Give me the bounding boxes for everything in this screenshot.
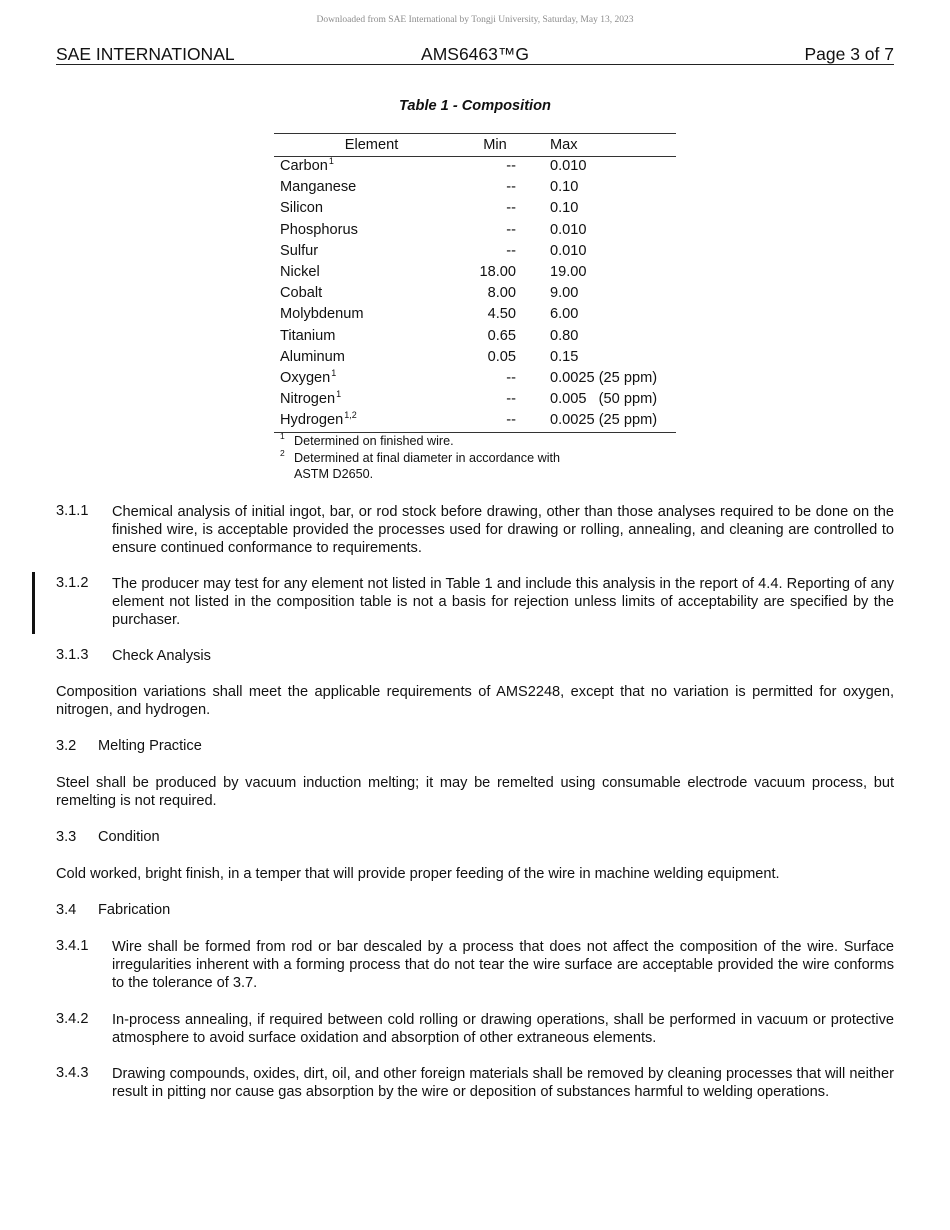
table-row	[274, 284, 676, 305]
footnote-reference: 1,2	[344, 410, 357, 421]
element-name: Sulfur	[280, 242, 319, 259]
max-cell: 0.005 (50 ppm)	[550, 391, 658, 408]
column-header-max: Max	[550, 137, 578, 153]
section-number-3-3: 3.3	[56, 829, 77, 845]
section-number-3-4-1: 3.4.1	[56, 938, 89, 954]
min-cell: --	[506, 158, 516, 174]
max-cell: 9.00	[550, 285, 579, 302]
table-row	[274, 369, 676, 390]
element-name: Oxygen	[280, 369, 331, 386]
section-3-1-3-text: Composition variations shall meet the applicable requirements of AMS2248, except that no variation is permitted for oxygen, nitrogen, and hydrogen.	[56, 684, 894, 718]
footnote-reference: 1	[331, 367, 337, 378]
footnote-reference: 1	[336, 389, 342, 400]
element-name: Carbon	[280, 158, 328, 174]
max-cell: 0.80	[550, 327, 579, 344]
element-name: Cobalt	[280, 285, 323, 302]
element-cell	[280, 179, 356, 195]
section-3-2-text: Steel shall be produced by vacuum induction melting; it may be remelted using consumable electrode vacuum process, but remelting is not required.	[56, 775, 894, 809]
element-name: Manganese	[280, 179, 357, 196]
min-cell: 0.05	[487, 348, 516, 365]
page-number: Page 3 of 7	[804, 44, 894, 64]
max-cell: 0.0025 (25 ppm)	[550, 412, 658, 429]
table-row	[274, 221, 676, 242]
section-number-3-1-1: 3.1.1	[56, 503, 89, 519]
section-number-3-4: 3.4	[56, 902, 77, 918]
min-cell: --	[506, 221, 516, 238]
element-name: Nitrogen	[280, 391, 336, 408]
table-row	[274, 263, 676, 284]
section-3-4-title: Fabrication	[98, 902, 171, 918]
element-name: Silicon	[280, 200, 323, 217]
section-3-1-2-text: The producer may test for any element not listed in Table 1 and include this analysis in the report of 4.4. Reporting of any element not listed in the composition table is not a basis for rejection unless limits of acceptability are specified by the purchaser.	[112, 576, 894, 628]
table-row	[274, 411, 676, 432]
section-3-2-title: Melting Practice	[98, 738, 202, 754]
document-number: AMS6463™G	[421, 44, 529, 64]
page-header	[56, 44, 894, 65]
min-cell: --	[506, 391, 516, 408]
element-cell	[280, 264, 320, 280]
table-header-row	[274, 134, 676, 157]
element-name: Nickel	[280, 263, 320, 280]
table-row	[274, 157, 676, 178]
min-cell: 18.00	[479, 263, 516, 280]
footnote-text: Determined at final diameter in accordance with	[294, 451, 560, 465]
table-row	[274, 348, 676, 369]
section-number-3-1-3: 3.1.3	[56, 647, 89, 663]
element-cell	[280, 412, 357, 428]
section-3-1-3-title: Check Analysis	[112, 648, 211, 664]
element-name: Phosphorus	[280, 221, 358, 238]
section-3-4-2-text: In-process annealing, if required between cold rolling or drawing operations, shall be performed in vacuum or protective atmosphere to avoid surface oxidation and absorption of other extraneous elements.	[112, 1012, 894, 1046]
element-cell	[280, 200, 323, 216]
max-cell: 0.010	[550, 158, 587, 174]
element-name: Titanium	[280, 327, 336, 344]
column-header-element: Element	[344, 137, 399, 153]
max-cell: 6.00	[550, 306, 579, 323]
min-cell: --	[506, 179, 516, 196]
footnote-mark: 2	[280, 448, 285, 458]
element-cell	[280, 158, 334, 174]
section-number-3-4-2: 3.4.2	[56, 1011, 89, 1027]
footnote-text: ASTM D2650.	[294, 467, 374, 481]
publisher-name: SAE INTERNATIONAL	[56, 44, 235, 64]
element-name: Aluminum	[280, 348, 345, 365]
composition-table	[274, 133, 676, 433]
min-cell: 8.00	[487, 285, 516, 302]
element-cell	[280, 285, 322, 301]
section-3-3-text: Cold worked, bright finish, in a temper that will provide proper feeding of the wire in machine welding equipment.	[56, 866, 780, 882]
min-cell: 0.65	[487, 327, 516, 344]
table-row	[274, 178, 676, 199]
table-row	[274, 199, 676, 220]
max-cell: 0.0025 (25 ppm)	[550, 369, 658, 386]
element-cell	[280, 349, 345, 365]
column-header-min: Min	[483, 137, 507, 153]
table-caption: Table 1 - Composition	[399, 98, 551, 114]
element-name: Hydrogen	[280, 412, 344, 429]
table-row	[274, 242, 676, 263]
min-cell: --	[506, 242, 516, 259]
table-row	[274, 390, 676, 411]
min-cell: --	[506, 412, 516, 429]
element-cell	[280, 328, 335, 344]
download-watermark: Downloaded from SAE International by Tongji University, Saturday, May 13, 2023	[316, 15, 634, 25]
section-3-4-3-text: Drawing compounds, oxides, dirt, oil, and other foreign materials shall be removed by cleaning processes that will neither result in pitting nor cause gas absorption by the wire or deposition of substances harmful to welding operations.	[112, 1066, 894, 1100]
element-name: Molybdenum	[280, 306, 364, 323]
element-cell	[280, 306, 364, 322]
max-cell: 0.15	[550, 348, 579, 365]
footnote-text: Determined on finished wire.	[294, 434, 454, 448]
min-cell: --	[506, 369, 516, 386]
table-row	[274, 305, 676, 326]
element-cell	[280, 367, 337, 386]
section-3-3-title: Condition	[98, 829, 160, 845]
element-cell	[280, 391, 341, 407]
min-cell: 4.50	[487, 306, 516, 323]
table-body	[274, 157, 676, 433]
max-cell: 19.00	[550, 263, 587, 280]
section-number-3-2: 3.2	[56, 738, 77, 754]
min-cell: --	[506, 200, 516, 217]
element-cell	[280, 222, 358, 238]
max-cell: 0.10	[550, 200, 579, 217]
table-row	[274, 327, 676, 348]
section-number-3-1-2: 3.1.2	[56, 575, 89, 591]
footnote-mark: 1	[280, 431, 285, 441]
max-cell: 0.10	[550, 179, 579, 196]
element-cell	[280, 243, 318, 259]
section-3-4-1-text: Wire shall be formed from rod or bar descaled by a process that does not affect the composition of the wire. Surface irregularities inherent with a forming process that do not tear the wire surface are acceptable provided the wire conforms to the tolerance of 3.7.	[112, 939, 894, 991]
max-cell: 0.010	[550, 221, 587, 238]
revision-change-bar	[32, 572, 35, 634]
section-number-3-4-3: 3.4.3	[56, 1065, 89, 1081]
section-3-1-1-text: Chemical analysis of initial ingot, bar, or rod stock before drawing, other than those analyses required to be done on the finished wire, is acceptable provided the processes used for drawing or rolling, annealing, and cleaning are controlled to ensure continued conformance to requirements.	[112, 504, 894, 556]
footnote-reference: 1	[328, 156, 334, 166]
max-cell: 0.010	[550, 242, 587, 259]
